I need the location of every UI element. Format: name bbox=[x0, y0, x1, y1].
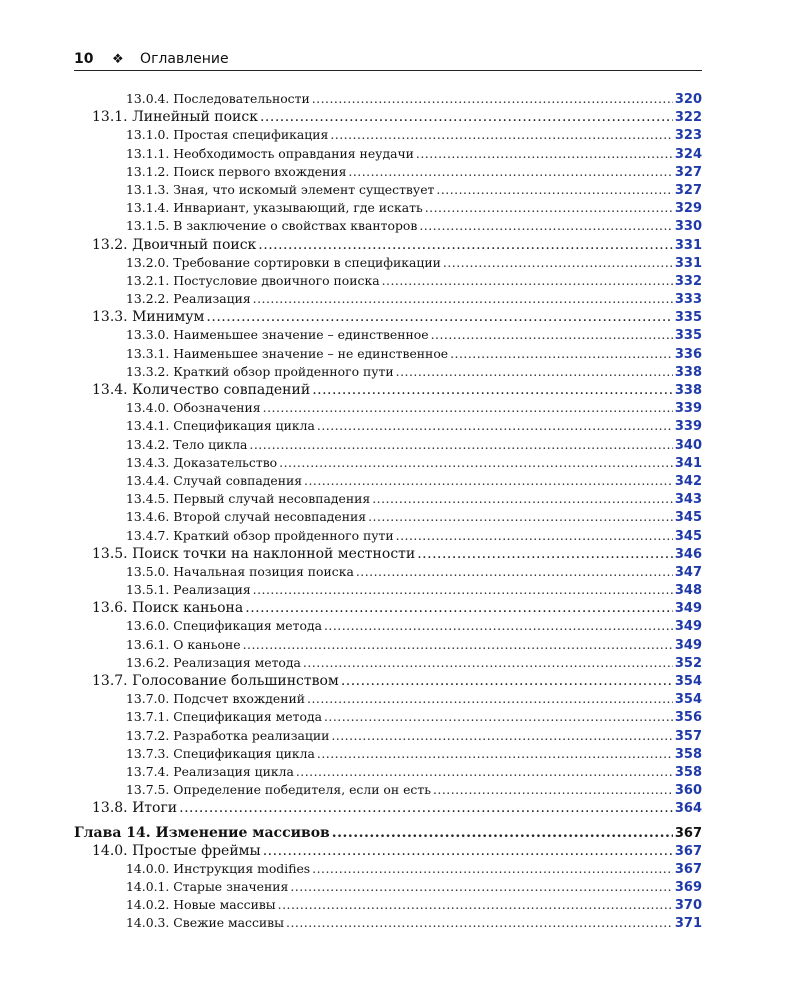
toc-page-link[interactable]: 331 bbox=[674, 237, 702, 253]
toc-subsection-entry[interactable] bbox=[74, 472, 702, 490]
toc-page-link[interactable]: 345 bbox=[674, 510, 702, 526]
toc-page-link[interactable]: 352 bbox=[674, 655, 702, 671]
toc-subsection-entry[interactable] bbox=[74, 490, 702, 508]
toc-page-link[interactable]: 342 bbox=[674, 473, 702, 489]
dot-leader bbox=[368, 508, 673, 526]
toc-entry-label: 13.7.3. Спецификация цикла bbox=[126, 745, 315, 761]
toc-entry-label: 14.0.3. Свежие массивы bbox=[126, 915, 285, 931]
dot-leader bbox=[396, 363, 673, 381]
toc-page-link[interactable]: 327 bbox=[674, 182, 702, 198]
toc-page-link[interactable]: 329 bbox=[674, 201, 702, 217]
toc-entry-label: 13.1.4. Инвариант, указывающий, где искать bbox=[126, 200, 423, 216]
toc-subsection-entry[interactable] bbox=[74, 617, 702, 635]
toc-entry-label: 14.0.2. Новые массивы bbox=[126, 897, 276, 913]
toc-entry-label: 13.7.1. Спецификация метода bbox=[126, 709, 322, 725]
dot-leader bbox=[433, 781, 673, 799]
toc-page-link[interactable]: 339 bbox=[674, 419, 702, 435]
toc-subsection-entry[interactable] bbox=[74, 914, 702, 932]
dot-leader bbox=[450, 345, 673, 363]
dot-leader bbox=[317, 417, 673, 435]
dot-leader bbox=[396, 527, 673, 545]
toc-entry-label: 13.4.0. Обозначения bbox=[126, 400, 261, 416]
dot-leader bbox=[436, 181, 672, 199]
toc-entry-label: 13.7.4. Реализация цикла bbox=[126, 763, 294, 779]
dot-leader bbox=[179, 799, 673, 817]
ornament-icon: ❖ bbox=[111, 52, 124, 67]
toc-subsection-entry[interactable] bbox=[74, 399, 702, 417]
toc-page-link[interactable]: 349 bbox=[674, 601, 702, 617]
dot-leader bbox=[278, 896, 673, 914]
toc-subsection-entry[interactable] bbox=[74, 181, 702, 199]
toc-page-link[interactable]: 324 bbox=[674, 146, 702, 162]
toc-subsection-entry[interactable] bbox=[74, 290, 702, 308]
toc-entry-label: 13.5. Поиск точки на наклонной местности bbox=[92, 545, 416, 562]
toc-page-link[interactable]: 367 bbox=[674, 825, 702, 841]
toc-section-entry[interactable] bbox=[74, 236, 702, 254]
toc-entry-label: 13.7. Голосование большинством bbox=[92, 673, 339, 689]
toc-section-entry[interactable] bbox=[74, 108, 702, 126]
dot-leader bbox=[253, 581, 673, 599]
toc-subsection-entry[interactable] bbox=[74, 745, 702, 763]
dot-leader bbox=[431, 326, 673, 344]
dot-leader bbox=[312, 90, 673, 108]
toc-entry-label: 13.4.4. Случай совпадения bbox=[126, 472, 303, 488]
toc-page-link[interactable]: 330 bbox=[674, 219, 702, 235]
toc-section-entry[interactable] bbox=[74, 308, 702, 326]
toc-entry-label: 13.4.6. Второй случай несовпадения bbox=[126, 509, 367, 525]
toc-subsection-entry[interactable] bbox=[74, 145, 702, 163]
toc-section-entry[interactable] bbox=[74, 672, 702, 690]
dot-leader bbox=[243, 636, 673, 654]
toc-page-link[interactable]: 369 bbox=[674, 880, 702, 896]
toc-entry-label: 14.0.1. Старые значения bbox=[126, 879, 289, 895]
dot-leader bbox=[317, 745, 673, 763]
dot-leader bbox=[290, 878, 673, 896]
toc-page-link[interactable]: 349 bbox=[674, 637, 702, 653]
toc-entry-label: 14.0. Простые фреймы bbox=[92, 842, 261, 859]
toc-subsection-entry[interactable] bbox=[74, 345, 702, 363]
toc-entry-label: 13.4.7. Краткий обзор пройденного пути bbox=[126, 527, 394, 543]
toc-subsection-entry[interactable] bbox=[74, 781, 702, 799]
toc-page-link[interactable]: 370 bbox=[674, 898, 702, 914]
toc-page-link[interactable]: 333 bbox=[674, 292, 702, 308]
toc-subsection-entry[interactable] bbox=[74, 860, 702, 878]
toc-page-link[interactable]: 322 bbox=[674, 110, 702, 126]
toc-subsection-entry[interactable] bbox=[74, 326, 702, 344]
dot-leader bbox=[419, 217, 673, 235]
toc-subsection-entry[interactable] bbox=[74, 417, 702, 435]
running-title: Оглавление bbox=[140, 51, 229, 67]
dot-leader bbox=[416, 145, 673, 163]
toc-page-link[interactable]: 338 bbox=[674, 383, 702, 398]
toc-subsection-entry[interactable] bbox=[74, 363, 702, 381]
dot-leader bbox=[303, 654, 673, 672]
dot-leader bbox=[279, 454, 673, 472]
toc-entry-label: 13.1.0. Простая спецификация bbox=[126, 127, 329, 143]
toc-page-link[interactable]: 343 bbox=[674, 492, 702, 508]
running-header bbox=[74, 49, 702, 71]
dot-leader bbox=[324, 617, 673, 635]
toc-chapter-entry[interactable] bbox=[74, 824, 702, 842]
toc-section-entry[interactable] bbox=[74, 381, 702, 399]
dot-leader bbox=[372, 490, 673, 508]
dot-leader bbox=[425, 199, 673, 217]
dot-leader bbox=[332, 824, 673, 842]
toc-subsection-entry[interactable] bbox=[74, 126, 702, 144]
toc-page-link[interactable]: 327 bbox=[674, 164, 702, 180]
toc-subsection-entry[interactable] bbox=[74, 563, 702, 581]
toc-page-link[interactable]: 364 bbox=[674, 801, 702, 817]
toc-entry-label: 13.7.0. Подсчет вхождений bbox=[126, 691, 305, 707]
toc-entry-label: 13.2.1. Постусловие двоичного поиска bbox=[126, 272, 380, 288]
toc-subsection-entry[interactable] bbox=[74, 896, 702, 914]
toc-entry-label: 13.1.3. Зная, что искомый элемент существует bbox=[126, 181, 435, 197]
toc-subsection-entry[interactable] bbox=[74, 727, 702, 745]
toc-entry-label: 13.1.5. В заключение о свойствах кванторов bbox=[126, 218, 418, 234]
toc-page-link[interactable]: 339 bbox=[674, 401, 702, 417]
dot-leader bbox=[286, 914, 673, 932]
toc-page-link[interactable]: 356 bbox=[674, 710, 702, 726]
toc-page-link[interactable]: 358 bbox=[674, 746, 702, 762]
toc-page-link[interactable]: 345 bbox=[674, 528, 702, 544]
toc-entry-label: 13.3.2. Краткий обзор пройденного пути bbox=[126, 363, 394, 379]
dot-leader bbox=[304, 472, 673, 490]
toc-subsection-entry[interactable] bbox=[74, 454, 702, 472]
toc-section-entry[interactable] bbox=[74, 599, 702, 617]
toc-page-link[interactable]: 331 bbox=[674, 255, 702, 271]
toc-subsection-entry[interactable] bbox=[74, 272, 702, 290]
toc-page-link[interactable]: 367 bbox=[674, 843, 702, 859]
toc-entry-label: 13.6.1. О каньоне bbox=[126, 636, 241, 652]
toc-page-link[interactable]: 323 bbox=[674, 128, 702, 144]
toc-entry-label: 13.3.1. Наименьшее значение – не единственное bbox=[126, 345, 449, 361]
dot-leader bbox=[312, 860, 673, 878]
toc-entry-label: 13.4.3. Доказательство bbox=[126, 454, 278, 470]
toc-entry-label: 13.2. Двоичный поиск bbox=[92, 236, 257, 253]
toc-entry-label: 13.3. Минимум bbox=[92, 309, 205, 326]
dot-leader bbox=[260, 108, 673, 126]
toc-subsection-entry[interactable] bbox=[74, 581, 702, 599]
dot-leader bbox=[312, 381, 673, 399]
dot-leader bbox=[382, 272, 673, 290]
toc-subsection-entry[interactable] bbox=[74, 878, 702, 896]
toc-subsection-entry[interactable] bbox=[74, 508, 702, 526]
dot-leader bbox=[417, 545, 673, 563]
toc-page-link[interactable]: 354 bbox=[674, 674, 702, 689]
toc-entry-label: 13.2.0. Требование сортировки в спецификации bbox=[126, 254, 441, 270]
toc-subsection-entry[interactable] bbox=[74, 527, 702, 545]
toc-page-link[interactable]: 346 bbox=[674, 546, 702, 562]
toc-page-link[interactable]: 338 bbox=[674, 364, 702, 380]
toc-entry-label: 13.4.1. Спецификация цикла bbox=[126, 418, 315, 434]
toc-subsection-entry[interactable] bbox=[74, 763, 702, 781]
toc-section-entry[interactable] bbox=[74, 799, 702, 817]
dot-leader bbox=[296, 763, 673, 781]
toc-subsection-entry[interactable] bbox=[74, 636, 702, 654]
toc-page-link[interactable]: 348 bbox=[674, 583, 702, 599]
dot-leader bbox=[263, 842, 673, 860]
toc-page-link[interactable]: 320 bbox=[674, 92, 702, 107]
toc-entry-label: 13.5.1. Реализация bbox=[126, 582, 251, 598]
dot-leader bbox=[348, 163, 672, 181]
toc-page-link[interactable]: 349 bbox=[674, 619, 702, 635]
toc-entry-label: 13.4. Количество совпадений bbox=[92, 382, 311, 398]
dot-leader bbox=[206, 308, 672, 326]
toc-entry-label: 13.1. Линейный поиск bbox=[92, 109, 258, 126]
toc-subsection-entry[interactable] bbox=[74, 90, 702, 108]
toc-subsection-entry[interactable] bbox=[74, 217, 702, 235]
toc-section-entry[interactable] bbox=[74, 545, 702, 563]
toc-entry-label: 13.7.5. Определение победителя, если он есть bbox=[126, 782, 431, 798]
toc-entry-label: 13.0.4. Последовательности bbox=[126, 91, 310, 106]
toc-page-link[interactable]: 360 bbox=[674, 783, 702, 799]
dot-leader bbox=[253, 290, 673, 308]
toc-page-link[interactable]: 358 bbox=[674, 764, 702, 780]
toc-subsection-entry[interactable] bbox=[74, 708, 702, 726]
dot-leader bbox=[263, 399, 673, 417]
toc-entry-label: 13.2.2. Реализация bbox=[126, 291, 251, 307]
dot-leader bbox=[258, 236, 673, 254]
dot-leader bbox=[324, 708, 673, 726]
toc-entry-label: 13.1.1. Необходимость оправдания неудачи bbox=[126, 145, 414, 161]
dot-leader bbox=[443, 254, 673, 272]
toc-entry-label: 13.1.2. Поиск первого вхождения bbox=[126, 163, 347, 179]
toc-entry-label: 13.4.5. Первый случай несовпадения bbox=[126, 491, 371, 507]
toc-page-link[interactable]: 335 bbox=[674, 328, 702, 344]
toc-page-link[interactable]: 340 bbox=[674, 437, 702, 453]
toc-page-link[interactable]: 341 bbox=[674, 455, 702, 471]
dot-leader bbox=[245, 599, 673, 617]
toc-entry-label: 13.6.2. Реализация метода bbox=[126, 654, 301, 670]
toc-page-link[interactable]: 371 bbox=[674, 916, 702, 932]
toc-subsection-entry[interactable] bbox=[74, 199, 702, 217]
dot-leader bbox=[341, 672, 673, 690]
toc-entry-label: 13.7.2. Разработка реализации bbox=[126, 727, 330, 743]
toc-entry-label: 13.4.2. Тело цикла bbox=[126, 436, 248, 452]
toc-entry-label: 13.5.0. Начальная позиция поиска bbox=[126, 563, 354, 579]
toc-page-link[interactable]: 357 bbox=[674, 728, 702, 744]
toc-entry-label: Глава 14. Изменение массивов bbox=[74, 824, 330, 841]
page-number: 10 bbox=[74, 51, 94, 67]
table-of-contents bbox=[74, 90, 702, 933]
toc-page-link[interactable]: 336 bbox=[674, 346, 702, 362]
toc-page-link[interactable]: 354 bbox=[674, 692, 702, 708]
toc-page-link[interactable]: 335 bbox=[674, 310, 702, 326]
toc-page-link[interactable]: 347 bbox=[674, 564, 702, 580]
toc-entry-label: 13.6.0. Спецификация метода bbox=[126, 618, 322, 634]
dot-leader bbox=[249, 436, 672, 454]
toc-subsection-entry[interactable] bbox=[74, 690, 702, 708]
toc-subsection-entry[interactable] bbox=[74, 436, 702, 454]
dot-leader bbox=[331, 727, 673, 745]
toc-entry-label: 13.8. Итоги bbox=[92, 800, 178, 817]
toc-subsection-entry[interactable] bbox=[74, 654, 702, 672]
dot-leader bbox=[307, 690, 673, 708]
toc-entry-label: 13.6. Поиск каньона bbox=[92, 600, 244, 617]
toc-subsection-entry[interactable] bbox=[74, 163, 702, 181]
dot-leader bbox=[356, 563, 673, 581]
toc-page-link[interactable]: 367 bbox=[674, 861, 702, 877]
toc-section-entry[interactable] bbox=[74, 842, 702, 860]
dot-leader bbox=[330, 126, 673, 144]
toc-subsection-entry[interactable] bbox=[74, 254, 702, 272]
toc-page-link[interactable]: 332 bbox=[674, 273, 702, 289]
toc-entry-label: 13.3.0. Наименьшее значение – единственное bbox=[126, 327, 429, 343]
toc-entry-label: 14.0.0. Инструкция modifies bbox=[126, 860, 311, 876]
